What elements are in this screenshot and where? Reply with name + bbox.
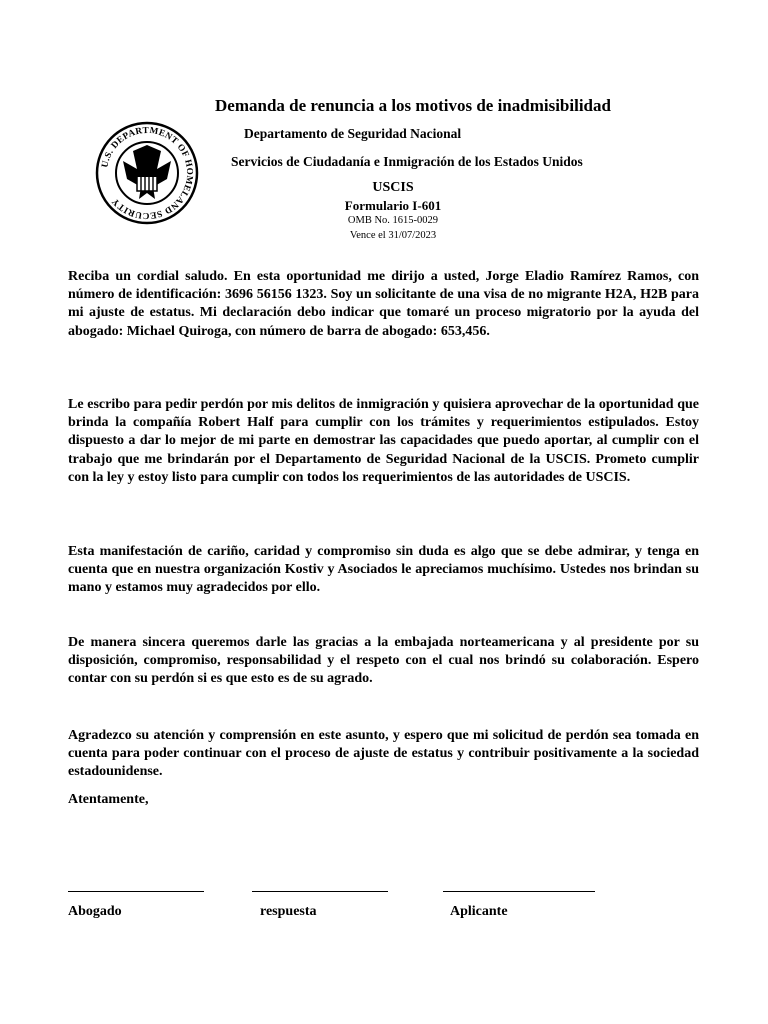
- response-signature-line: [252, 891, 388, 892]
- lawyer-signature-label: Abogado: [68, 904, 122, 919]
- form-number: Formulario I-601: [344, 198, 442, 213]
- agency-name: USCIS: [372, 180, 414, 195]
- paragraph-thanks: De manera sincera queremos darle las gracias a la embajada norteamericana y al presidente por su disposición, compromiso, responsabilidad y el respeto con el cual nos brindó su colaboración. Espero contar con su perdón si es que esto es de su agrado.: [68, 635, 699, 687]
- seal-ring-text: U.S. DEPARTMENT OF HOMELAND SECURITY: [99, 124, 196, 222]
- dhs-seal-icon: [95, 121, 199, 225]
- omb-number: OMB No. 1615-0029: [347, 215, 439, 226]
- expiration-date: Vence el 31/07/2023: [349, 230, 437, 241]
- paragraph-closing: Agradezco su atención y comprensión en este asunto, y espero que mi solicitud de perdón sea tomada en cuenta para poder continuar con el proceso de ajuste de estatus y contribuir positivamente a la sociedad estadounidense.: [68, 728, 699, 780]
- response-signature-label: respuesta: [260, 904, 317, 919]
- lawyer-signature-line: [68, 891, 204, 892]
- department-name: Departamento de Seguridad Nacional: [244, 126, 462, 141]
- paragraph-appreciation: Esta manifestación de cariño, caridad y compromiso sin duda es algo que se debe admirar, y tenga en cuenta que en nuestra organización Kostiv y Asociados le apreciamos muchísimo. Ustedes nos brindan su mano y estamos muy agradecidos por ello.: [68, 544, 699, 596]
- applicant-signature-line: [443, 891, 595, 892]
- paragraph-introduction: Reciba un cordial saludo. En esta oportunidad me dirijo a usted, Jorge Eladio Ramírez Ramos, con número de identificación: 3696 56156 1323. Soy un solicitante de una visa de no migrante H2A, H2B para mi ajuste de estatus. Mi declaración debo indicar que tomaré un proceso migratorio por la ayuda del abogado: Michael Quiroga, con número de barra de abogado: 653,456.: [68, 269, 699, 339]
- applicant-signature-label: Aplicante: [450, 904, 508, 919]
- paragraph-request: Le escribo para pedir perdón por mis delitos de inmigración y quisiera aprovechar de la oportunidad que brinda la compañía Robert Half para cumplir con los trámites y requerimientos estipulados. Estoy dispuesto a dar lo mejor de mi parte en demostrar las capacidades que puedo aportar, al cumplir con el trabajo que me brindarán por el Departamento de Seguridad Nacional de la USCIS. Prometo cumplir con la ley y estoy listo para cumplir con todos los requerimientos de las autoridades de USCIS.: [68, 397, 699, 485]
- services-name: Servicios de Ciudadanía e Inmigración de los Estados Unidos: [231, 154, 583, 169]
- document-title: Demanda de renuncia a los motivos de inadmisibilidad: [215, 96, 611, 115]
- closing-salutation: Atentamente,: [68, 792, 149, 807]
